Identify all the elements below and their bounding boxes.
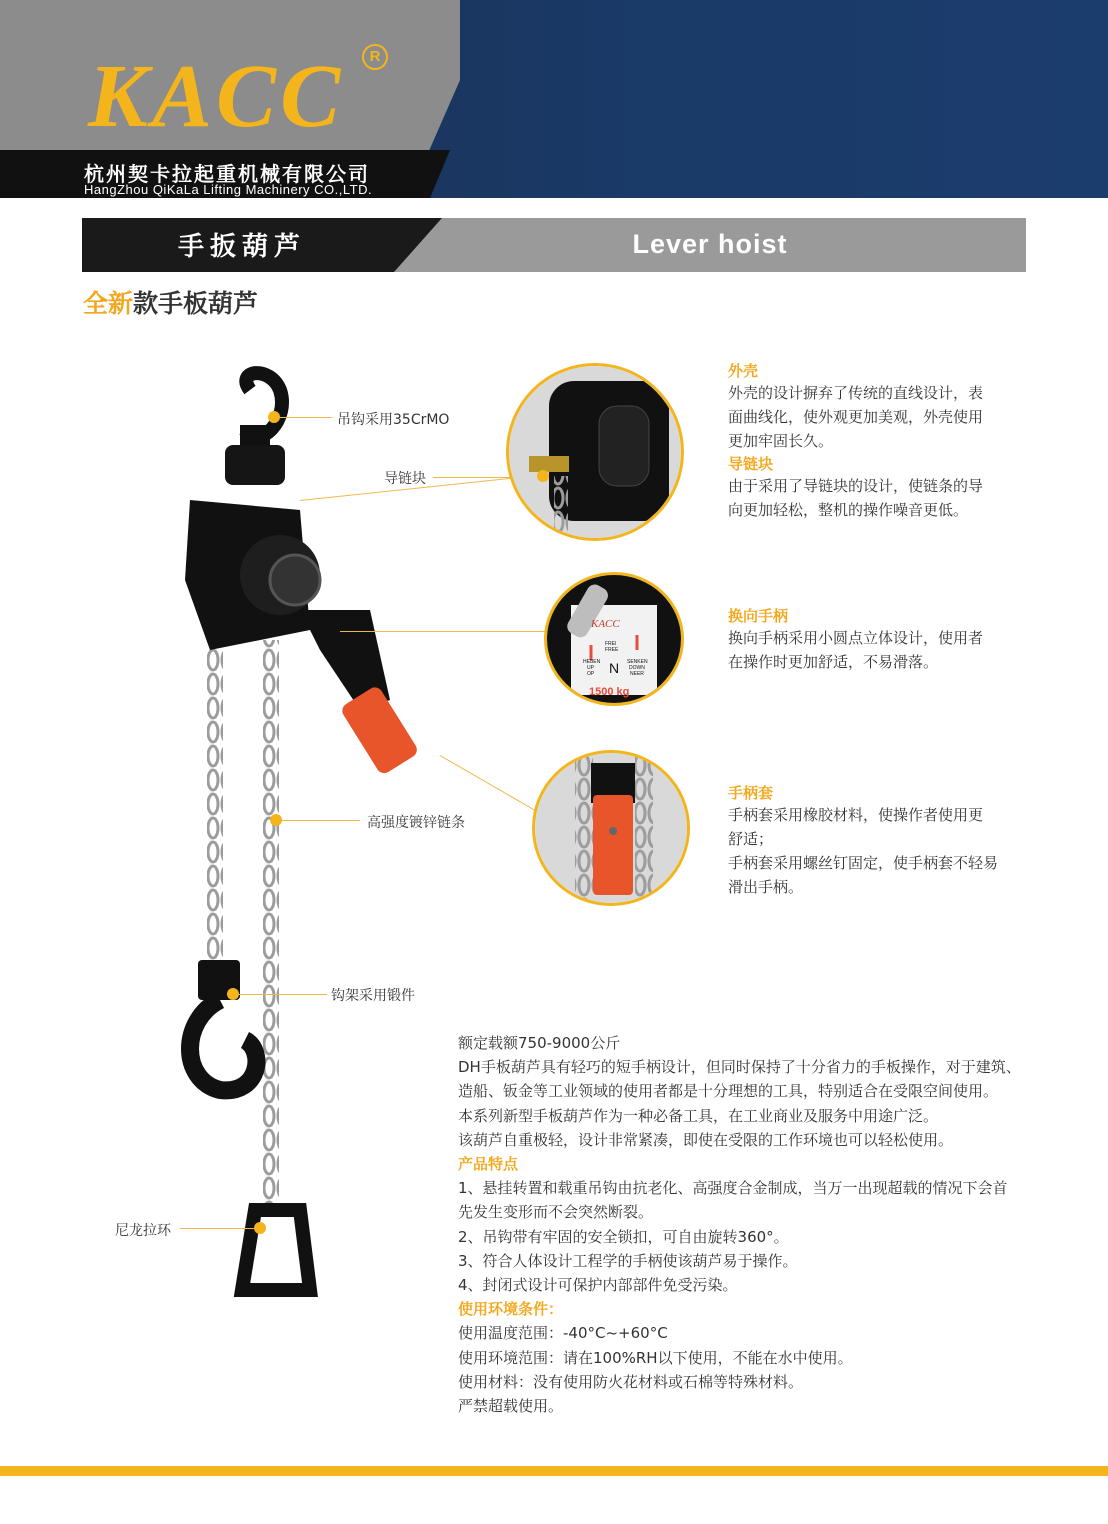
feature-item: 2、吊钩带有牢固的安全锁扣，可自由旋转360°。 [458, 1227, 789, 1246]
feature-line: 向更加轻松，整机的操作噪音更低。 [728, 501, 969, 519]
feature-selector [728, 605, 1058, 674]
feature-line: 滑出手柄。 [728, 878, 804, 896]
intro-line: 造船、钣金等工业领域的使用者都是十分理想的工具，特别适合在受限空间使用。 [458, 1082, 999, 1101]
grip-detail-image [535, 753, 687, 903]
feature-grip [728, 782, 1058, 899]
product-description [458, 1031, 1058, 1418]
environment-item: 使用温度范围：-40°C~+60°C [458, 1324, 668, 1343]
intro-line: DH手板葫芦具有轻巧的短手柄设计，但同时保持了十分省力的手板操作，对于建筑、 [458, 1058, 1021, 1077]
hook-callout-line [280, 417, 332, 418]
feature-line: 由于采用了导链块的设计，使链条的导 [728, 477, 984, 495]
subtitle-highlight: 全新 [83, 289, 134, 318]
feature-title: 手柄套 [728, 784, 774, 802]
detail-grip-circle [532, 750, 690, 906]
frame-callout-line [239, 994, 327, 995]
detail-selector-circle [544, 572, 684, 706]
hook-callout-dot [268, 411, 280, 423]
rated-capacity: 额定载额750-9000公斤 [458, 1034, 621, 1052]
selector-knob [270, 555, 320, 605]
feature-line: 在操作时更加舒适，不易滑落。 [728, 653, 939, 671]
feature-item: 先发生变形而不会突然断裂。 [458, 1203, 654, 1222]
environment-item: 使用材料：没有使用防火花材料或石棉等特殊材料。 [458, 1372, 804, 1391]
features-heading: 产品特点 [458, 1155, 519, 1174]
feature-line: 换向手柄采用小圆点立体设计，使用者 [728, 629, 984, 647]
footer-accent-line [0, 1466, 1108, 1476]
callout-hook: 吊钩采用35CrMO [337, 412, 450, 428]
guide-detail-dot [537, 470, 549, 482]
chain-callout-dot [270, 814, 282, 826]
feature-housing [728, 360, 1058, 522]
intro-line: 本系列新型手板葫芦作为一种必备工具，在工业商业及服务中用途广泛。 [458, 1106, 939, 1125]
plate-brand: KACC [591, 618, 620, 630]
plate-neutral: N [609, 660, 620, 676]
plate-up-3: OP [587, 671, 595, 677]
intro-line: 该葫芦自重极轻，设计非常紧凑，即使在受限的工作环境也可以轻松使用。 [458, 1130, 954, 1149]
plate-down-3: NEER [630, 671, 644, 677]
company-name-en: HangZhou QiKaLa Lifting Machinery CO.,LTD. [84, 182, 373, 197]
feature-item: 3、符合人体设计工程学的手柄使该葫芦易于操作。 [458, 1251, 798, 1270]
detail-housing-circle [506, 363, 684, 541]
plate-up-1: HEBEN [583, 659, 601, 665]
title-cn: 手扳葫芦 [177, 232, 306, 262]
plate-free-2: FREE [605, 647, 619, 653]
frame-callout-dot [227, 988, 239, 1000]
feature-line: 舒适； [728, 830, 774, 848]
housing-detail-image [509, 366, 681, 538]
environment-item: 使用环境范围：请在100%RH以下使用，不能在水中使用。 [458, 1348, 853, 1367]
plate-up-2: UP [587, 665, 594, 671]
callout-chain: 高强度镀锌链条 [367, 815, 465, 831]
plate-free-1: FREI [605, 641, 617, 647]
plate-down-1: SENKEN [627, 659, 648, 665]
ring-callout-line [180, 1228, 254, 1229]
right-chain [263, 640, 279, 1210]
feature-title: 外壳 [728, 362, 759, 380]
subtitle-rest: 款手板葫芦 [133, 289, 259, 318]
feature-line: 手柄套采用橡胶材料，使操作者使用更 [728, 806, 984, 824]
page-subtitle [83, 284, 258, 320]
environment-item: 严禁超载使用。 [458, 1397, 564, 1416]
bottom-hook [190, 1000, 256, 1090]
feature-line: 面曲线化，使外观更加美观，外壳使用 [728, 408, 984, 426]
feature-item: 1、悬挂转置和载重吊钩由抗老化、高强度合金制成，当万一出现超载的情况下会首 [458, 1179, 1008, 1198]
feature-line: 更加牢固长久。 [728, 432, 834, 450]
ring-callout-dot [254, 1222, 266, 1234]
callout-hook-frame: 钩架采用锻件 [331, 988, 415, 1004]
title-en: Lever hoist [632, 229, 788, 259]
registered-mark: R [362, 44, 388, 70]
plate-capacity: 1500 kg [589, 686, 630, 698]
brand-logo: KACC [88, 47, 345, 146]
selector-detail-image [547, 575, 681, 703]
feature-line: 手柄套采用螺丝钉固定，使手柄套不轻易 [728, 854, 999, 872]
company-name-cn: 杭州契卡拉起重机械有限公司 [84, 162, 370, 186]
feature-item: 4、封闭式设计可保护内部部件免受污染。 [458, 1276, 738, 1295]
environment-heading: 使用环境条件： [458, 1300, 564, 1319]
nylon-pull-ring [242, 1210, 310, 1290]
callout-pull-ring: 尼龙拉环 [115, 1223, 171, 1239]
feature-title: 换向手柄 [728, 607, 789, 625]
callout-guide: 导链块 [384, 471, 426, 487]
selector-pointer-line [340, 631, 550, 632]
rubber-grip [339, 684, 420, 776]
feature-title: 导链块 [728, 455, 774, 473]
left-chain [207, 600, 223, 960]
feature-line: 外壳的设计摒弃了传统的直线设计，表 [728, 384, 984, 402]
plate-down-2: DOWN [629, 665, 645, 671]
chain-callout-line [282, 820, 360, 821]
